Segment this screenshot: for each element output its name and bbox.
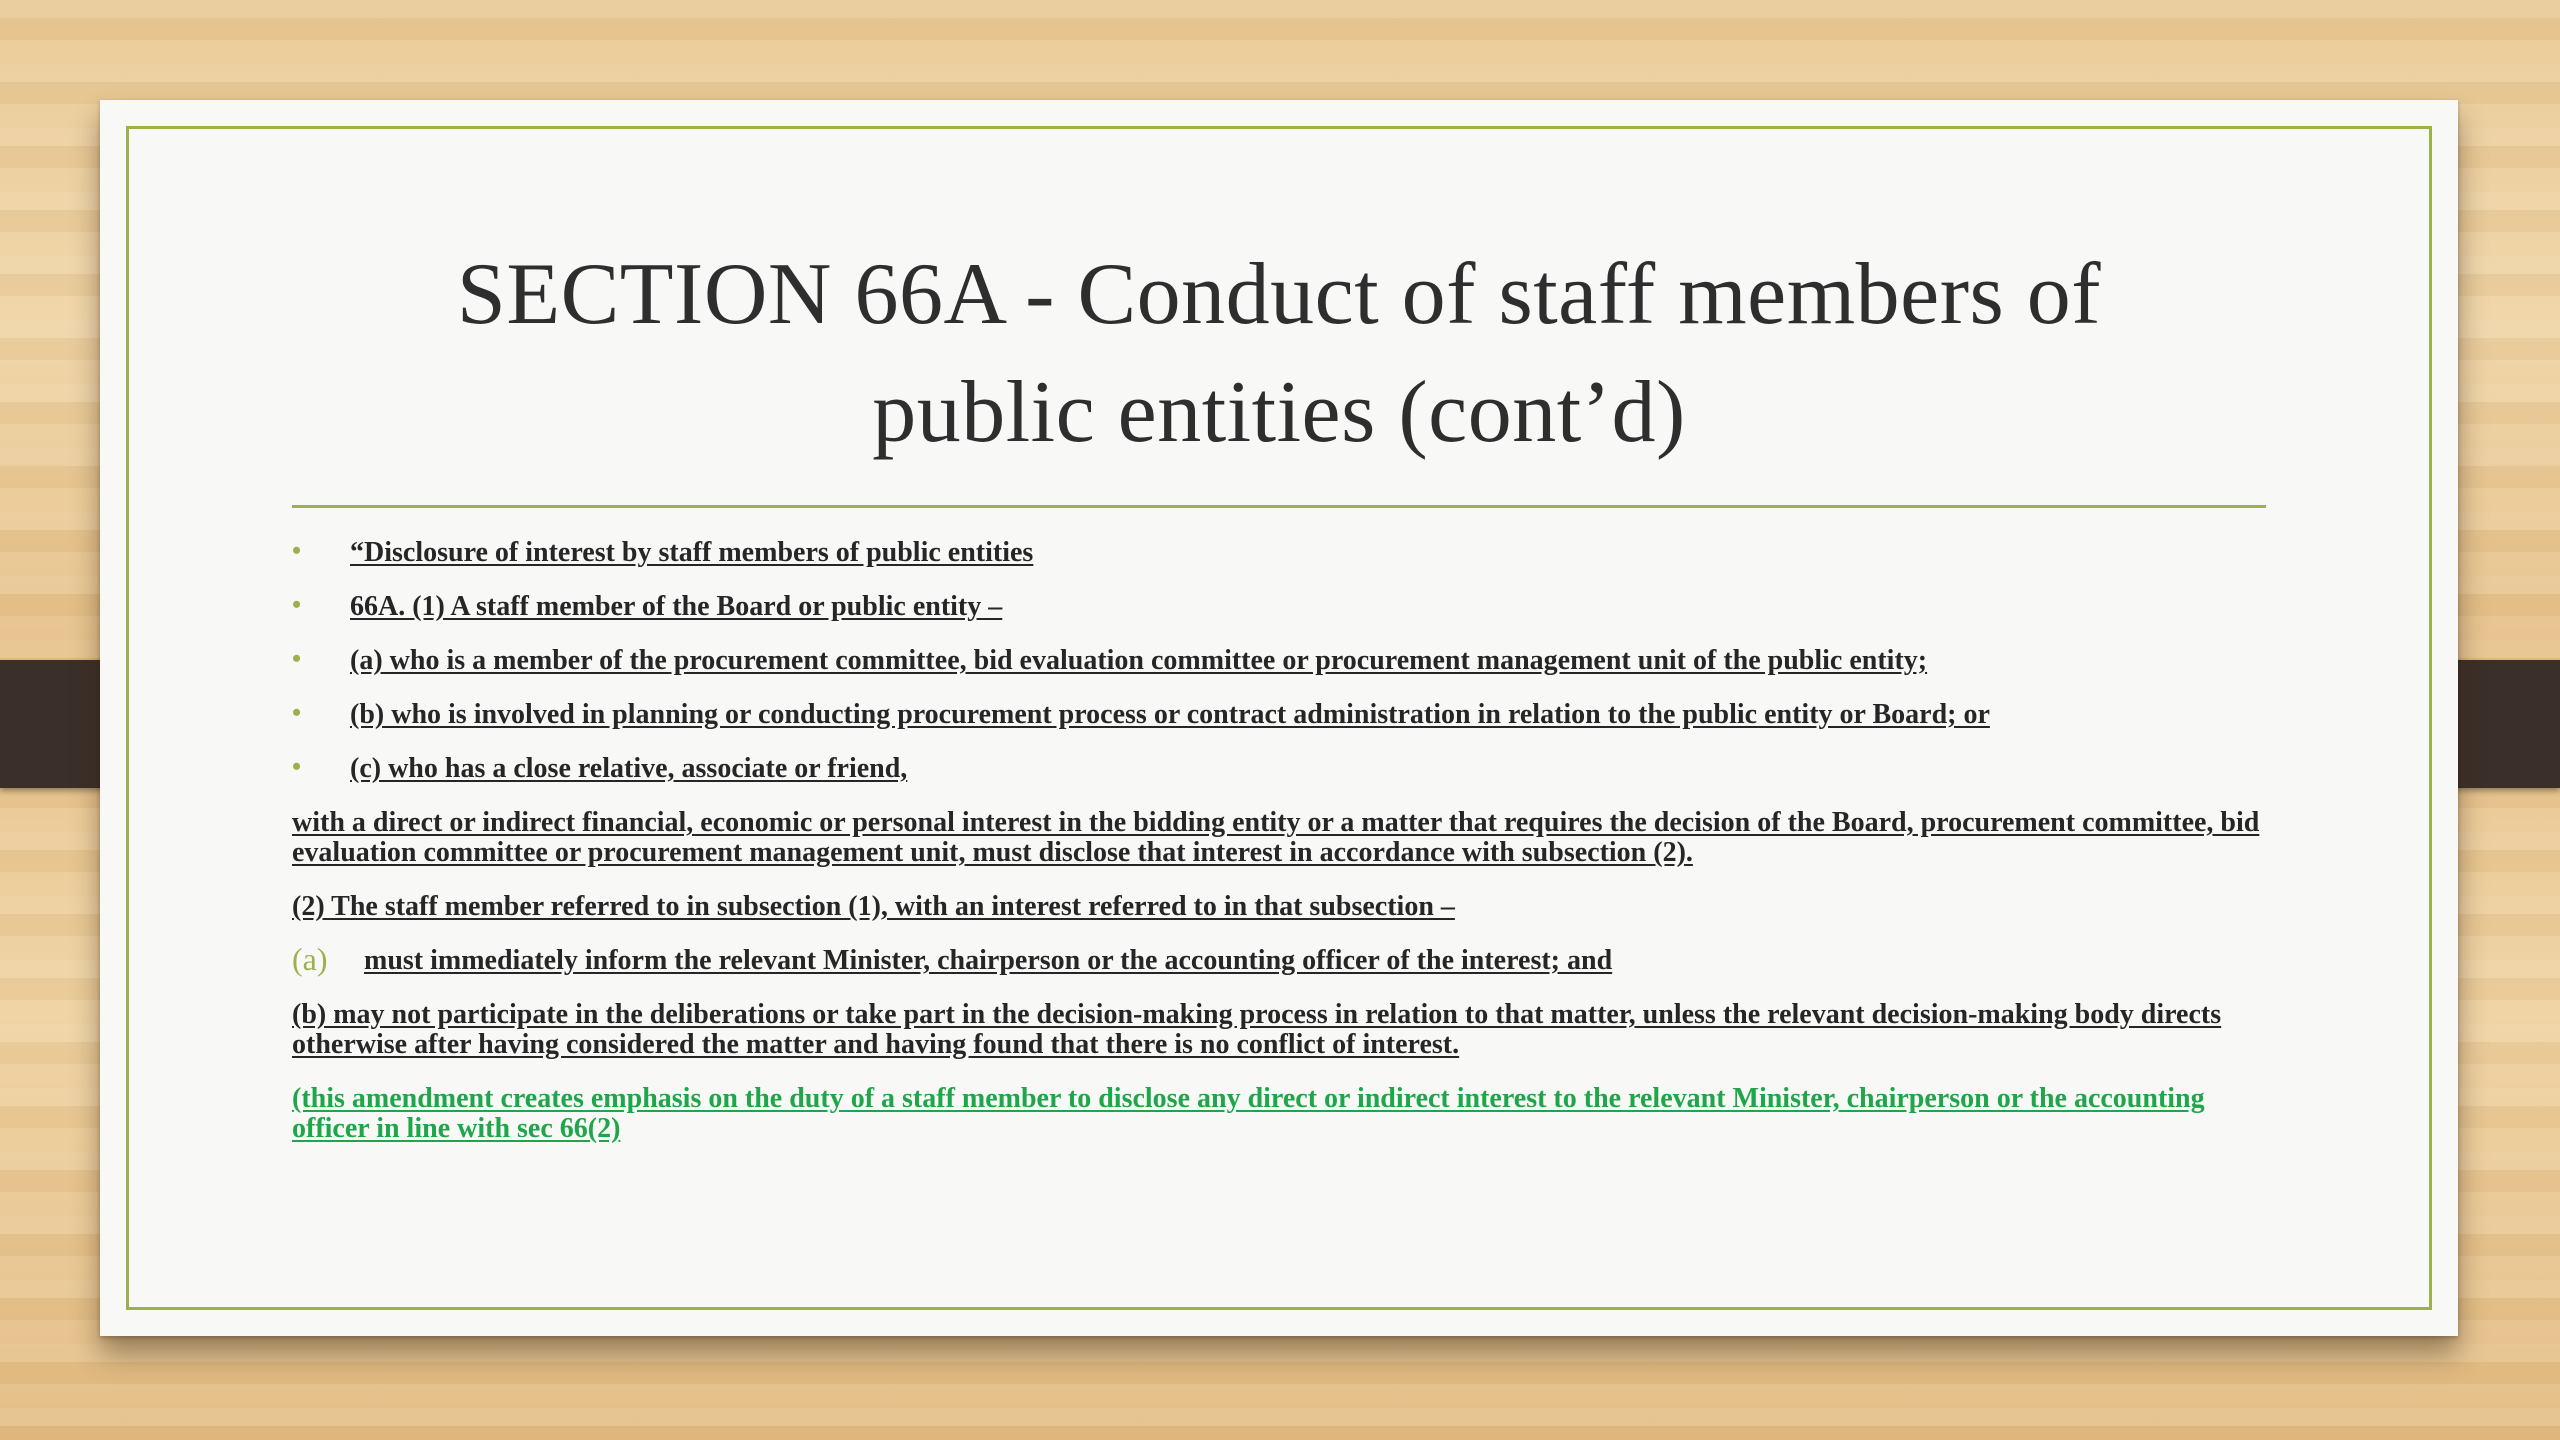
item-a-text: must immediately inform the relevant Minister, chairperson or the accounting officer of the interest; and <box>364 945 1613 976</box>
list-item <box>292 538 2282 568</box>
bullet-icon: • <box>292 644 302 673</box>
subsection-2-text: (2) The staff member referred to in subsection (1), with an interest referred to in that subsection – <box>292 891 1455 922</box>
bullet-icon: • <box>292 536 302 565</box>
amendment-note <box>292 1084 2282 1144</box>
list-item <box>292 646 2282 676</box>
subsection-2-paragraph <box>292 892 2282 922</box>
list-item <box>292 700 2282 730</box>
title-line-1: SECTION 66A - Conduct of staff members of <box>456 246 2102 343</box>
bullet-icon: • <box>292 590 302 619</box>
item-b-paragraph <box>292 1000 2282 1060</box>
bullet-list <box>292 538 2282 784</box>
bullet-icon: • <box>292 698 302 727</box>
title-divider <box>292 505 2266 508</box>
item-b-text: (b) may not participate in the deliberations or take part in the decision-making process in relation to that matter, unless the relevant decision-making body directs otherwise after having considered the matter and having found that there is no conflict of interest. <box>292 999 2222 1060</box>
bullet-text: (b) who is involved in planning or conducting procurement process or contract administration in relation to the public entity or Board; or <box>350 699 1990 730</box>
title-line-2: public entities (cont’d) <box>872 364 1686 461</box>
bullet-icon: • <box>292 752 302 781</box>
amendment-note-text: (this amendment creates emphasis on the duty of a staff member to disclose any direct or indirect interest to the relevant Minister, chairperson or the accounting officer in line with sec 66(2) <box>292 1083 2205 1144</box>
list-item <box>292 754 2282 784</box>
slide-card <box>100 100 2458 1336</box>
bullet-text: (a) who is a member of the procurement committee, bid evaluation committee or procurement management unit of the public entity; <box>350 645 1928 676</box>
bullet-text: 66A. (1) A staff member of the Board or public entity – <box>350 591 1003 622</box>
bullet-text: “Disclosure of interest by staff members of public entities <box>350 537 1034 568</box>
slide-title <box>250 236 2308 472</box>
item-a <box>292 941 2282 977</box>
list-item <box>292 592 2282 622</box>
bullet-text: (c) who has a close relative, associate or friend, <box>350 753 908 784</box>
interest-paragraph <box>292 808 2282 868</box>
slide-body <box>292 538 2282 1168</box>
item-a-marker: (a) <box>292 941 328 977</box>
interest-text: with a direct or indirect financial, economic or personal interest in the bidding entity or a matter that requires the decision of the Board, procurement committee, bid evaluation committee or procurement management unit, must disclose that interest in accordance with subsection (2). <box>292 807 2260 868</box>
